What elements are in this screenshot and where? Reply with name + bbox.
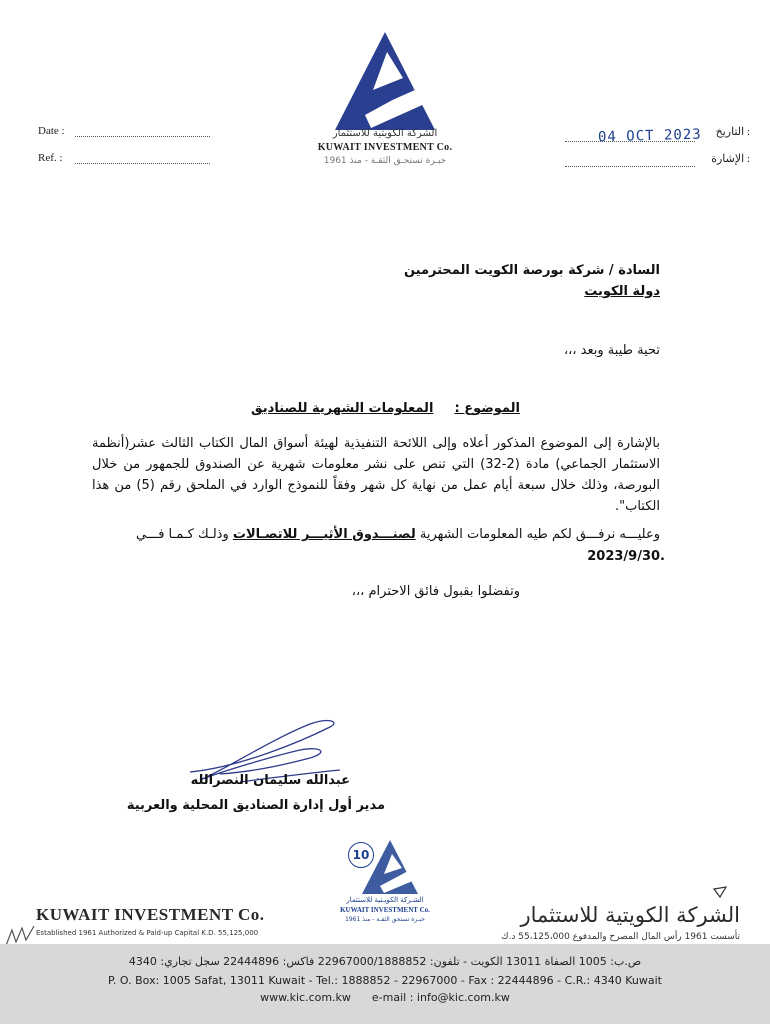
report-date: 2023/9/30. <box>587 549 665 564</box>
subject-line <box>200 398 520 419</box>
subject-text: المعلومات الشهرية للصناديق <box>251 401 434 416</box>
footer-english-address: P. O. Box: 1005 Safat, 13011 Kuwait - Tel.: 1888852 - 22967000 - Fax : 22444896 - C.R.: 4340 Kuwait <box>108 974 662 987</box>
closing: وتفضلوا بقبول فائق الاحترام ،،، <box>351 584 520 599</box>
paragraph-2 <box>92 524 660 545</box>
logo-arabic-name: الشركة الكويتية للاستثمار <box>332 128 438 139</box>
date-stamp: 04 OCT 2023 <box>597 126 702 146</box>
paragraph-1: بالإشارة إلى الموضوع المذكور أعلاه وإلى اللائحة التنفيذية لهيئة أسواق المال الكتاب الثالث عشر(أنظمة الاستثمار الجماعي) مادة (2-32) التي تنص على نشر معلومات شهرية عن الصندوق للجمهور من خلال البورصة، وذلك خلال سبعة أيام عمل من نهاية كل شهر وفقاً للنموذج الوارد في الملحق رقم (5) من هذا الكتاب". <box>92 436 660 514</box>
stamp-english-name: KUWAIT INVESTMENT Co. <box>340 906 430 914</box>
subject-label: الموضوع : <box>454 401 520 416</box>
addressee-line-2: دولة الكويت <box>584 284 660 299</box>
signatory-name: عبدالله سليمان النصرالله <box>190 773 350 788</box>
fund-name: لصنـــدوق الأثيـــر للاتصـالات <box>232 527 416 542</box>
footer-english-established: Established 1961 Authorized & Paid-up Capital K.D. 55,125,000 <box>36 929 259 937</box>
footer-english-name: KUWAIT INVESTMENT Co. <box>36 905 265 924</box>
footer-arabic-address: ص.ب: 1005 الصفاة 13011 الكويت - تلفون: 22967000/1888852 فاكس: 22444896 سجل تجاري: 4340 <box>128 955 642 968</box>
stamp-arabic-name: الشـركة الكويـتية للاستثمار <box>346 896 424 904</box>
stamp-logo-icon <box>350 838 430 898</box>
footer-arabic-established: تأسست 1961 رأس المال المصرح والمدفوع 55،125،000 د.ك <box>501 932 740 942</box>
ref-label: Ref. : <box>38 152 63 164</box>
footer-stamp <box>320 830 450 930</box>
addressee-line-1: السادة / شركة بورصة الكويت المحترمين <box>403 263 660 278</box>
stamp-tagline: خبـرة تستحق الثقـة - منذ 1961 <box>345 916 425 923</box>
footer-web-email: www.kic.com.kw e-mail : info@kic.com.kw <box>260 991 510 1004</box>
arabic-ref-line <box>565 165 695 167</box>
paragraph-2-tail: وذلـك كـمـا فـــي <box>135 527 229 542</box>
greeting: تحية طيبة وبعد ،،، <box>563 343 660 358</box>
logo-english-name: KUWAIT INVESTMENT Co. <box>317 142 453 153</box>
stamp-number: 10 <box>352 848 370 862</box>
arabic-date-label: : التاريخ <box>715 126 750 138</box>
signatory-title: مدير أول إدارة الصناديق المحلية والعربية <box>126 798 385 813</box>
arabic-ref-label: : الإشارة <box>711 153 750 165</box>
letterhead-logo <box>305 30 465 170</box>
paragraph-2-intro: وعليـــه نرفـــق لكم طيه المعلومات الشهرية <box>419 527 660 542</box>
footer-arabic-name: الشركة الكويتية للاستثمار <box>520 903 740 927</box>
kic-logo-icon <box>305 30 465 140</box>
footer-arabic-logo-mark-icon <box>712 885 732 901</box>
ref-line <box>75 162 210 164</box>
date-label: Date : <box>38 125 65 137</box>
logo-tagline: خبـرة تستحـق الثقـة - منذ 1961 <box>323 156 447 166</box>
date-line <box>75 135 210 137</box>
